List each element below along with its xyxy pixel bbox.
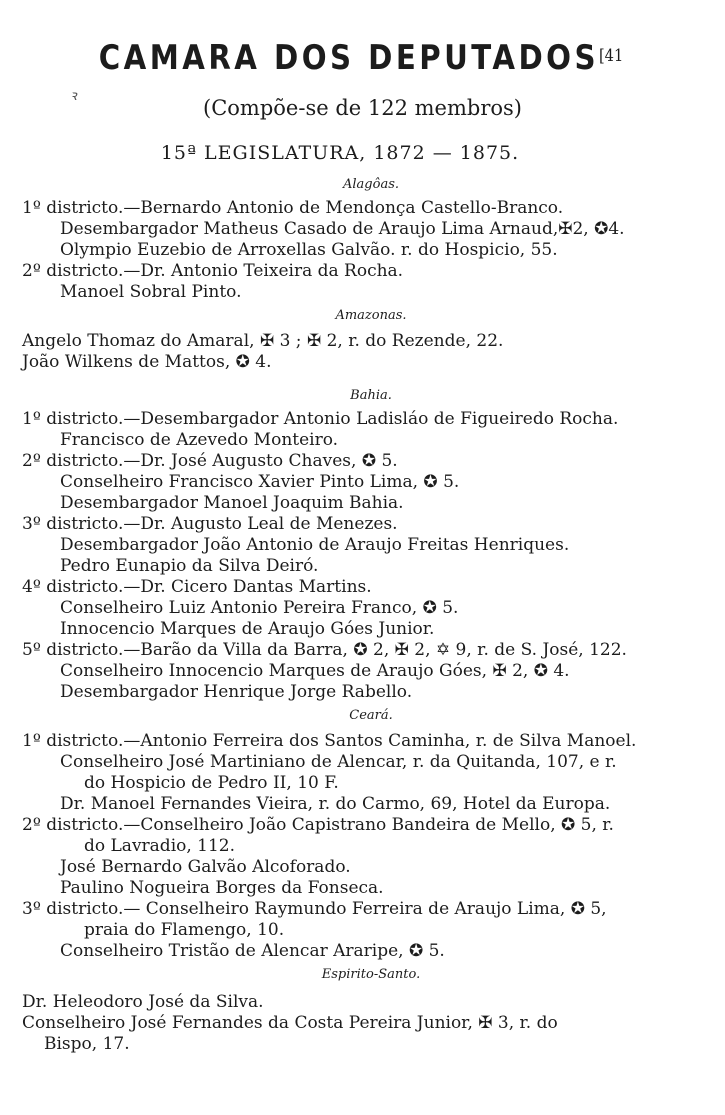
list-item: Conselheiro Francisco Xavier Pinto Lima, ✪ 5. <box>60 472 460 492</box>
list-item: 2º districto.—Dr. Antonio Teixeira da Rocha. <box>22 261 404 281</box>
list-item: 3º districto.— Conselheiro Raymundo Ferreira de Araujo Lima, ✪ 5, <box>22 899 607 919</box>
province-heading-ceara: Ceará. <box>349 708 393 723</box>
list-item: João Wilkens de Mattos, ✪ 4. <box>22 352 272 372</box>
list-item: do Lavradio, 112. <box>84 836 236 856</box>
list-item: 3º districto.—Dr. Augusto Leal de Menezes. <box>22 514 398 534</box>
list-item: Olympio Euzebio de Arroxellas Galvão. r. do Hospicio, 55. <box>60 240 558 260</box>
province-heading-alagoas: Alagôas. <box>343 177 399 192</box>
province-heading-bahia: Bahia. <box>350 388 392 403</box>
list-item: Dr. Manoel Fernandes Vieira, r. do Carmo, 69, Hotel da Europa. <box>60 794 611 814</box>
list-item: Angelo Thomaz do Amaral, ✠ 3 ; ✠ 2, r. do Rezende, 22. <box>22 331 504 351</box>
title-text: CAMARA DOS DEPUTADOS <box>98 38 599 78</box>
list-item: Paulino Nogueira Borges da Fonseca. <box>60 878 384 898</box>
list-item: Manoel Sobral Pinto. <box>60 282 242 302</box>
list-item: Desembargador João Antonio de Araujo Freitas Henriques. <box>60 535 570 555</box>
list-item: Dr. Heleodoro José da Silva. <box>22 992 264 1012</box>
member-count: (Compõe-se de 122 membros) <box>203 96 522 120</box>
list-item: Bispo, 17. <box>44 1034 130 1054</box>
list-item: 1º districto.—Bernardo Antonio de Mendonça Castello-Branco. <box>22 198 564 218</box>
list-item: Desembargador Matheus Casado de Araujo Lima Arnaud,✠2, ✪4. <box>60 219 625 239</box>
list-item: Conselheiro Tristão de Alencar Araripe, ✪ 5. <box>60 941 445 961</box>
list-item: 2º districto.—Dr. José Augusto Chaves, ✪ 5. <box>22 451 398 471</box>
list-item: 1º districto.—Antonio Ferreira dos Santos Caminha, r. de Silva Manoel. <box>22 731 637 751</box>
page-reference: [41 <box>598 46 624 66</box>
legislature-period: 15ª LEGISLATURA, 1872 — 1875. <box>160 142 520 164</box>
list-item: Francisco de Azevedo Monteiro. <box>60 430 339 450</box>
page-title <box>49 38 673 78</box>
list-item: Conselheiro José Martiniano de Alencar, r. da Quitanda, 107, e r. <box>60 752 617 772</box>
list-item: praia do Flamengo, 10. <box>84 920 285 940</box>
province-heading-amazonas: Amazonas. <box>335 308 407 323</box>
province-heading-espirito-santo: Espirito-Santo. <box>321 967 421 982</box>
list-item: Conselheiro José Fernandes da Costa Pereira Junior, ✠ 3, r. do <box>22 1013 558 1033</box>
list-item: Conselheiro Innocencio Marques de Araujo Góes, ✠ 2, ✪ 4. <box>60 661 570 681</box>
list-item: Conselheiro Luiz Antonio Pereira Franco, ✪ 5. <box>60 598 459 618</box>
list-item: do Hospicio de Pedro II, 10 F. <box>84 773 339 793</box>
list-item: Pedro Eunapio da Silva Deiró. <box>60 556 319 576</box>
list-item: Innocencio Marques de Araujo Góes Junior. <box>60 619 435 639</box>
deputies-list <box>22 172 712 1055</box>
list-item: 5º districto.—Barão da Villa da Barra, ✪ 2, ✠ 2, ✡ 9, r. de S. José, 122. <box>22 640 627 660</box>
list-item: 1º districto.—Desembargador Antonio Ladisláo de Figueiredo Rocha. <box>22 409 619 429</box>
stray-mark: ꝛ <box>70 88 77 104</box>
list-item: José Bernardo Galvão Alcoforado. <box>60 857 351 877</box>
list-item: Desembargador Manoel Joaquim Bahia. <box>60 493 404 513</box>
list-item: Desembargador Henrique Jorge Rabello. <box>60 682 413 702</box>
list-item: 4º districto.—Dr. Cicero Dantas Martins. <box>22 577 372 597</box>
list-item: 2º districto.—Conselheiro João Capistrano Bandeira de Mello, ✪ 5, r. <box>22 815 614 835</box>
